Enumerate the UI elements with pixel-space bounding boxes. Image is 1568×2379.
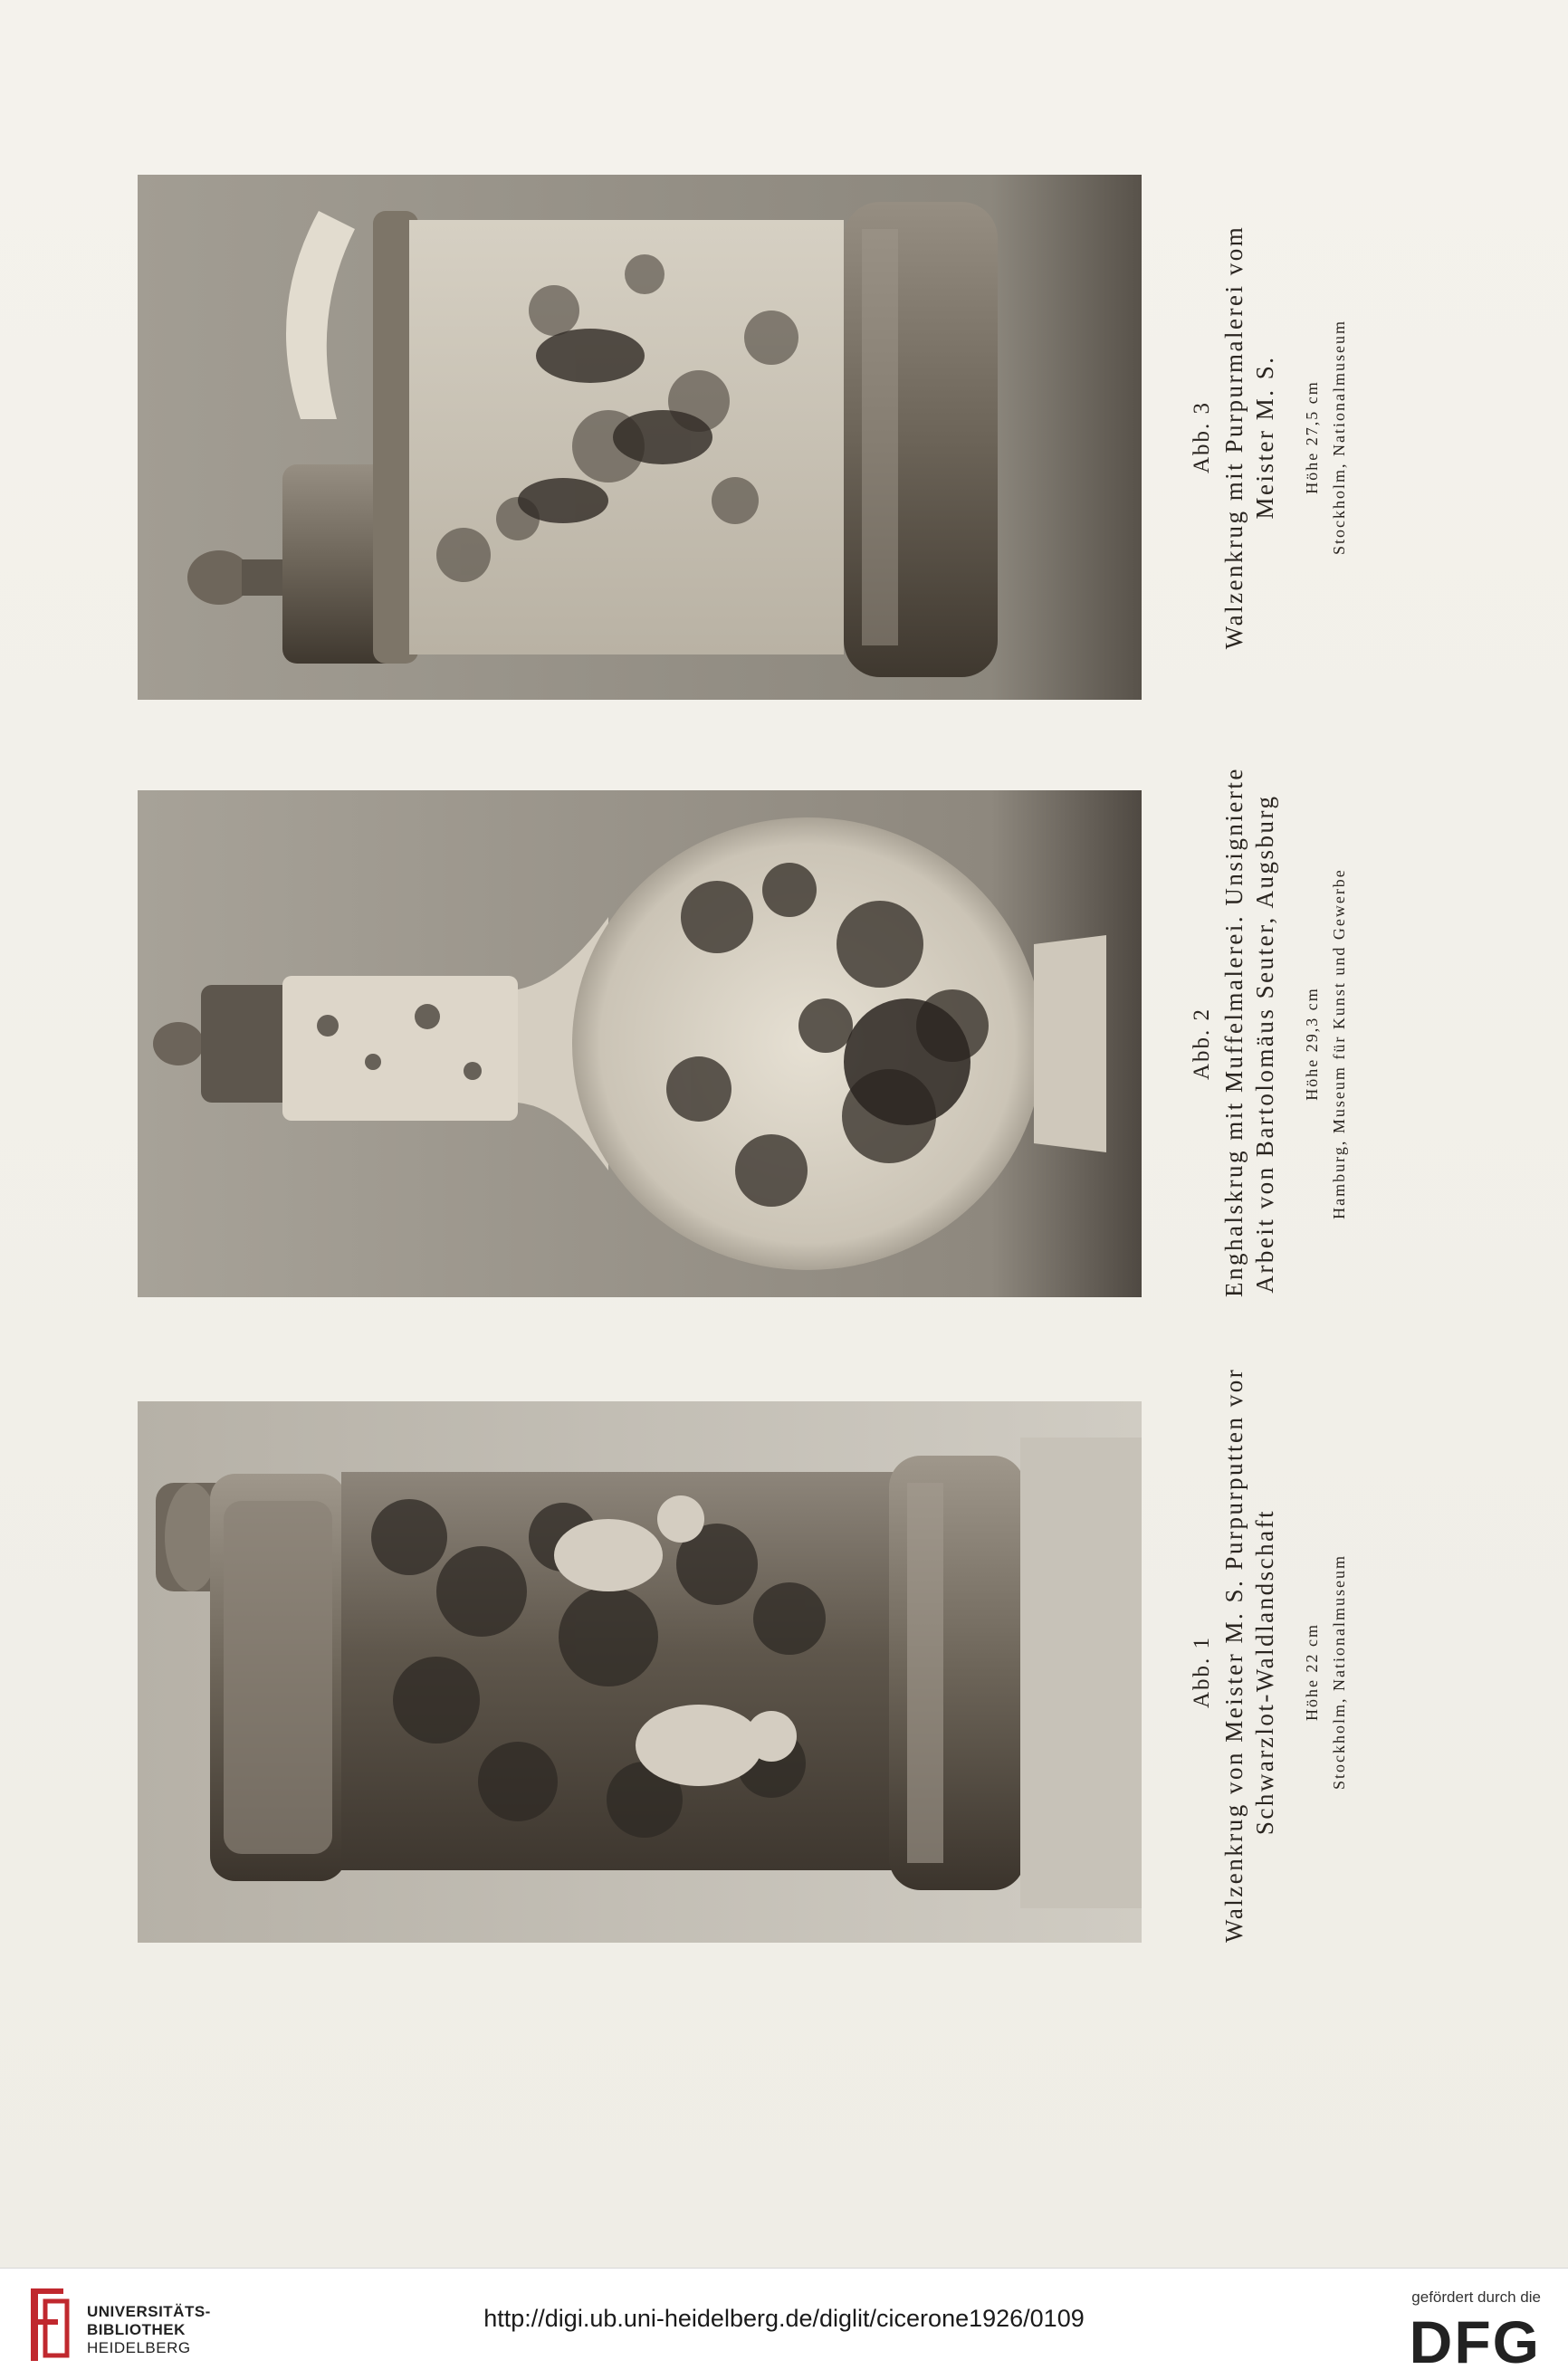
figure-2-photo xyxy=(138,790,1142,1297)
figure-2-title-line-2: Arbeit von Bartolomäus Seuter, Augsburg xyxy=(1251,794,1278,1294)
figure-2-height: Höhe 29,3 cm xyxy=(1303,987,1321,1101)
figure-1-location: Stockholm, Nationalmuseum xyxy=(1330,1554,1348,1790)
figure-1-title-line-2: Schwarzlot-Waldlandschaft xyxy=(1251,1508,1278,1836)
figure-1-title-line-1: Walzenkrug von Meister M. S. Purpurputten vor xyxy=(1220,1367,1248,1943)
digital-copy-url-link[interactable]: http://digi.ub.uni-heidelberg.de/diglit/cicerone1926/0109 xyxy=(483,2305,1085,2332)
library-name-line-2: BIBLIOTHEK xyxy=(87,2321,186,2338)
figure-1-height: Höhe 22 cm xyxy=(1303,1623,1321,1721)
dfg-logo[interactable]: DFG xyxy=(1409,2308,1541,2375)
footer-bar xyxy=(0,2268,1568,2379)
figure-1-number: Abb. 1 xyxy=(1190,1635,1214,1709)
figure-3-height: Höhe 27,5 cm xyxy=(1303,380,1321,494)
figure-3-caption xyxy=(1186,175,1353,700)
figure-3-photo xyxy=(138,175,1142,700)
figure-2-number: Abb. 2 xyxy=(1190,1007,1214,1081)
figure-1-caption xyxy=(1186,1367,1353,1943)
library-name-line-1: UNIVERSITÄTS- xyxy=(87,2303,211,2320)
figure-1-photo xyxy=(138,1401,1142,1943)
figure-2-title-line-1: Enghalskrug mit Muffelmalerei. Unsignierte xyxy=(1220,767,1248,1297)
figure-3-title-line-2: Meister M. S. xyxy=(1251,355,1278,520)
figure-3-location: Stockholm, Nationalmuseum xyxy=(1330,320,1348,555)
figure-3-number: Abb. 3 xyxy=(1190,400,1214,474)
funding-label: gefördert durch die xyxy=(1411,2288,1541,2306)
library-name-line-3: HEIDELBERG xyxy=(87,2339,191,2356)
figure-2-location: Hamburg, Museum für Kunst und Gewerbe xyxy=(1330,868,1348,1219)
figure-3-title-line-1: Walzenkrug mit Purpurmalerei vom xyxy=(1220,225,1248,650)
figure-2-caption xyxy=(1186,767,1353,1297)
